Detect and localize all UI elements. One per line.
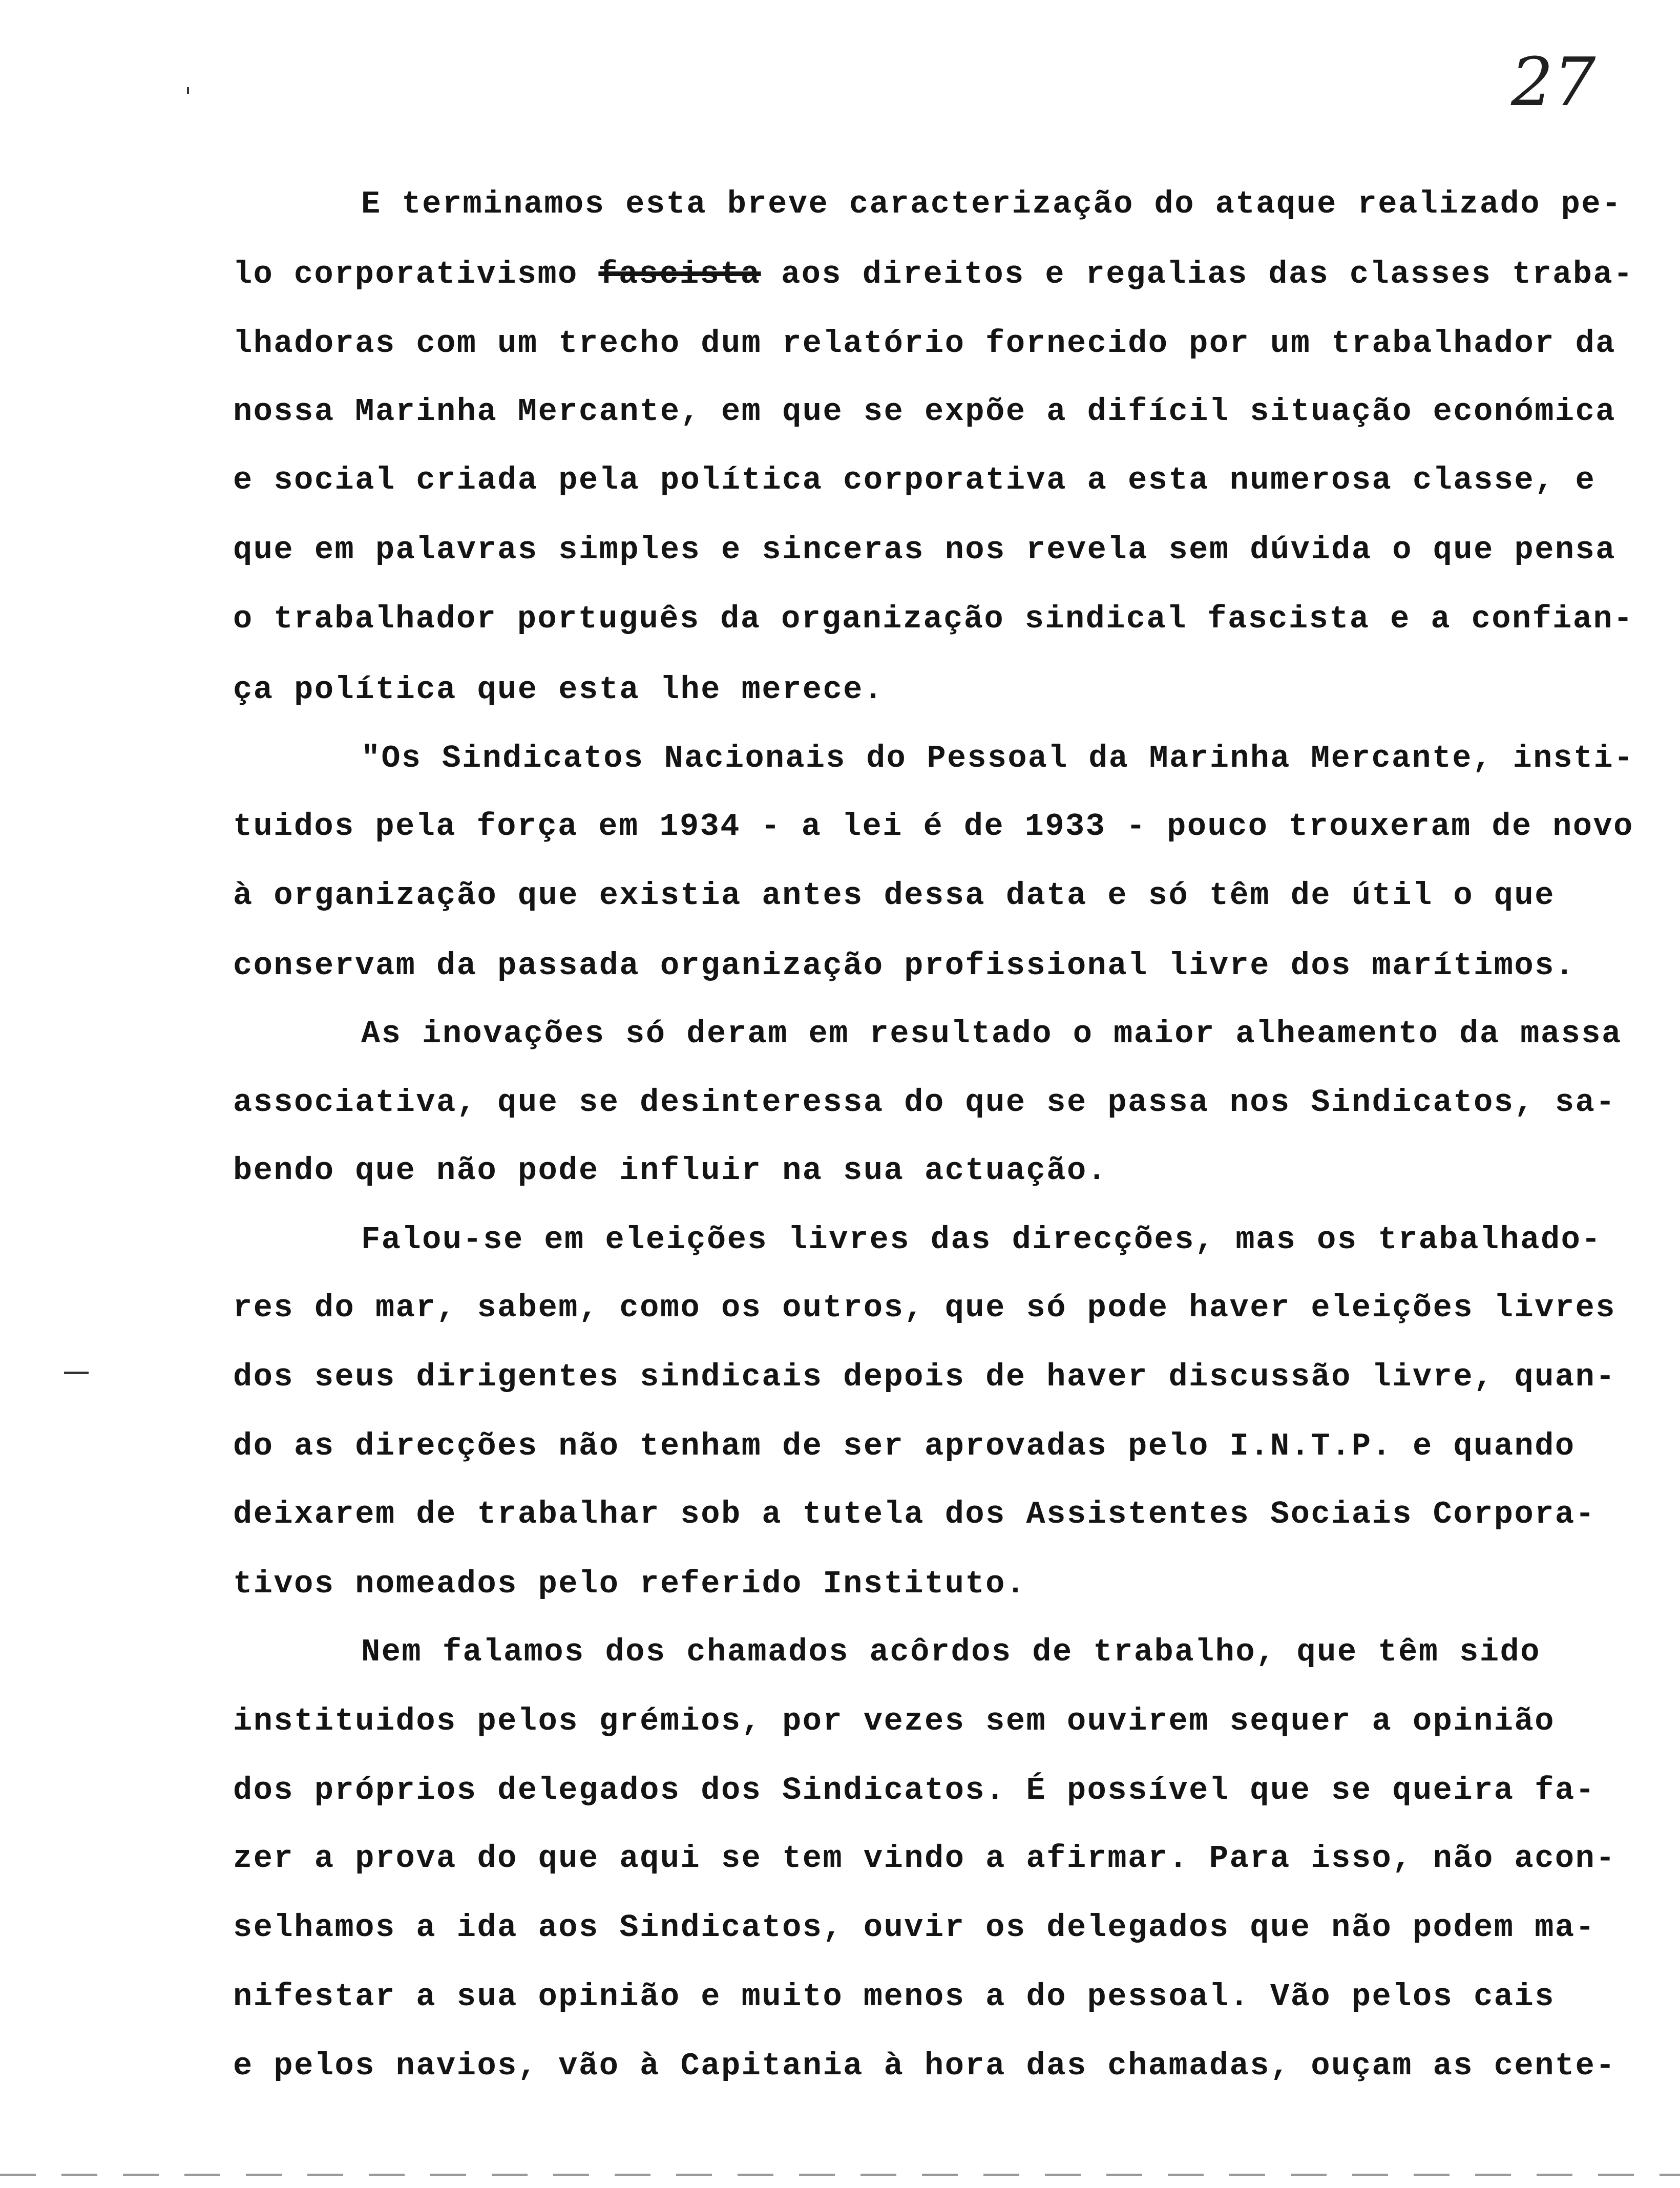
struck-word: fascista (598, 256, 761, 292)
text-line: nifestar a sua opinião e muito menos a do pessoal. Vão pelos cais (233, 1979, 1555, 2015)
text-line: dos próprios delegados dos Sindicatos. É possível que se queira fa- (233, 1772, 1596, 1808)
scan-edge-line (0, 2174, 1680, 2176)
text-line: "Os Sindicatos Nacionais do Pessoal da Marinha Mercante, insti- (361, 740, 1634, 776)
text-line: bendo que não pode influir na sua actuação. (233, 1152, 1108, 1189)
text-line: tuidos pela força em 1934 - a lei é de 1933 - pouco trouxeram de novo (233, 808, 1634, 845)
text-line: deixarem de trabalhar sob a tutela dos Assistentes Sociais Corpora- (233, 1496, 1596, 1532)
text-line: zer a prova do que aqui se tem vindo a afirmar. Para isso, não acon- (233, 1840, 1616, 1877)
text-line: dos seus dirigentes sindicais depois de haver discussão livre, quan- (233, 1359, 1616, 1395)
text-line: o trabalhador português da organização sindical fascista e a confian- (233, 601, 1634, 637)
text-line: à organização que existia antes dessa data e só têm de útil o que (233, 877, 1555, 914)
text-line: e social criada pela política corporativa a esta numerosa classe, e (233, 462, 1596, 498)
text-line: lo corporativismo fascista aos direitos e regalias das classes traba- (233, 256, 1634, 292)
margin-tick-left (64, 1372, 89, 1374)
text-line: Falou-se em eleições livres das direcções, mas os trabalhado- (361, 1222, 1602, 1258)
text-line: res do mar, sabem, como os outros, que só pode haver eleições livres (233, 1290, 1616, 1326)
text-line: associativa, que se desinteressa do que se passa nos Sindicatos, sa- (233, 1084, 1616, 1121)
text-line: ça política que esta lhe merece. (233, 671, 884, 708)
text-line: conservam da passada organização profissional livre dos marítimos. (233, 948, 1576, 984)
text-line: selhamos a ida aos Sindicatos, ouvir os delegados que não podem ma- (233, 1909, 1596, 1946)
text-line: E terminamos esta breve caracterização do ataque realizado pe- (361, 186, 1622, 222)
text-line: Nem falamos dos chamados acôrdos de trabalho, que têm sido (361, 1634, 1541, 1670)
page-number: 27 (1511, 43, 1596, 121)
text-line: lhadoras com um trecho dum relatório fornecido por um trabalhador da (233, 325, 1616, 362)
text-line: do as direcções não tenham de ser aprovadas pelo I.N.T.P. e quando (233, 1428, 1576, 1464)
text-line: e pelos navios, vão à Capitania à hora das chamadas, ouçam as cente- (233, 2048, 1616, 2084)
text-line: As inovações só deram em resultado o maior alheamento da massa (361, 1016, 1622, 1052)
text-line: nossa Marinha Mercante, em que se expõe a difícil situação económica (233, 393, 1616, 430)
text-line: que em palavras simples e sinceras nos revela sem dúvida o que pensa (233, 532, 1616, 568)
text-line: tivos nomeados pelo referido Instituto. (233, 1566, 1026, 1602)
text-line: instituidos pelos grémios, por vezes sem ouvirem sequer a opinião (233, 1703, 1555, 1739)
margin-tick-top (187, 87, 189, 94)
